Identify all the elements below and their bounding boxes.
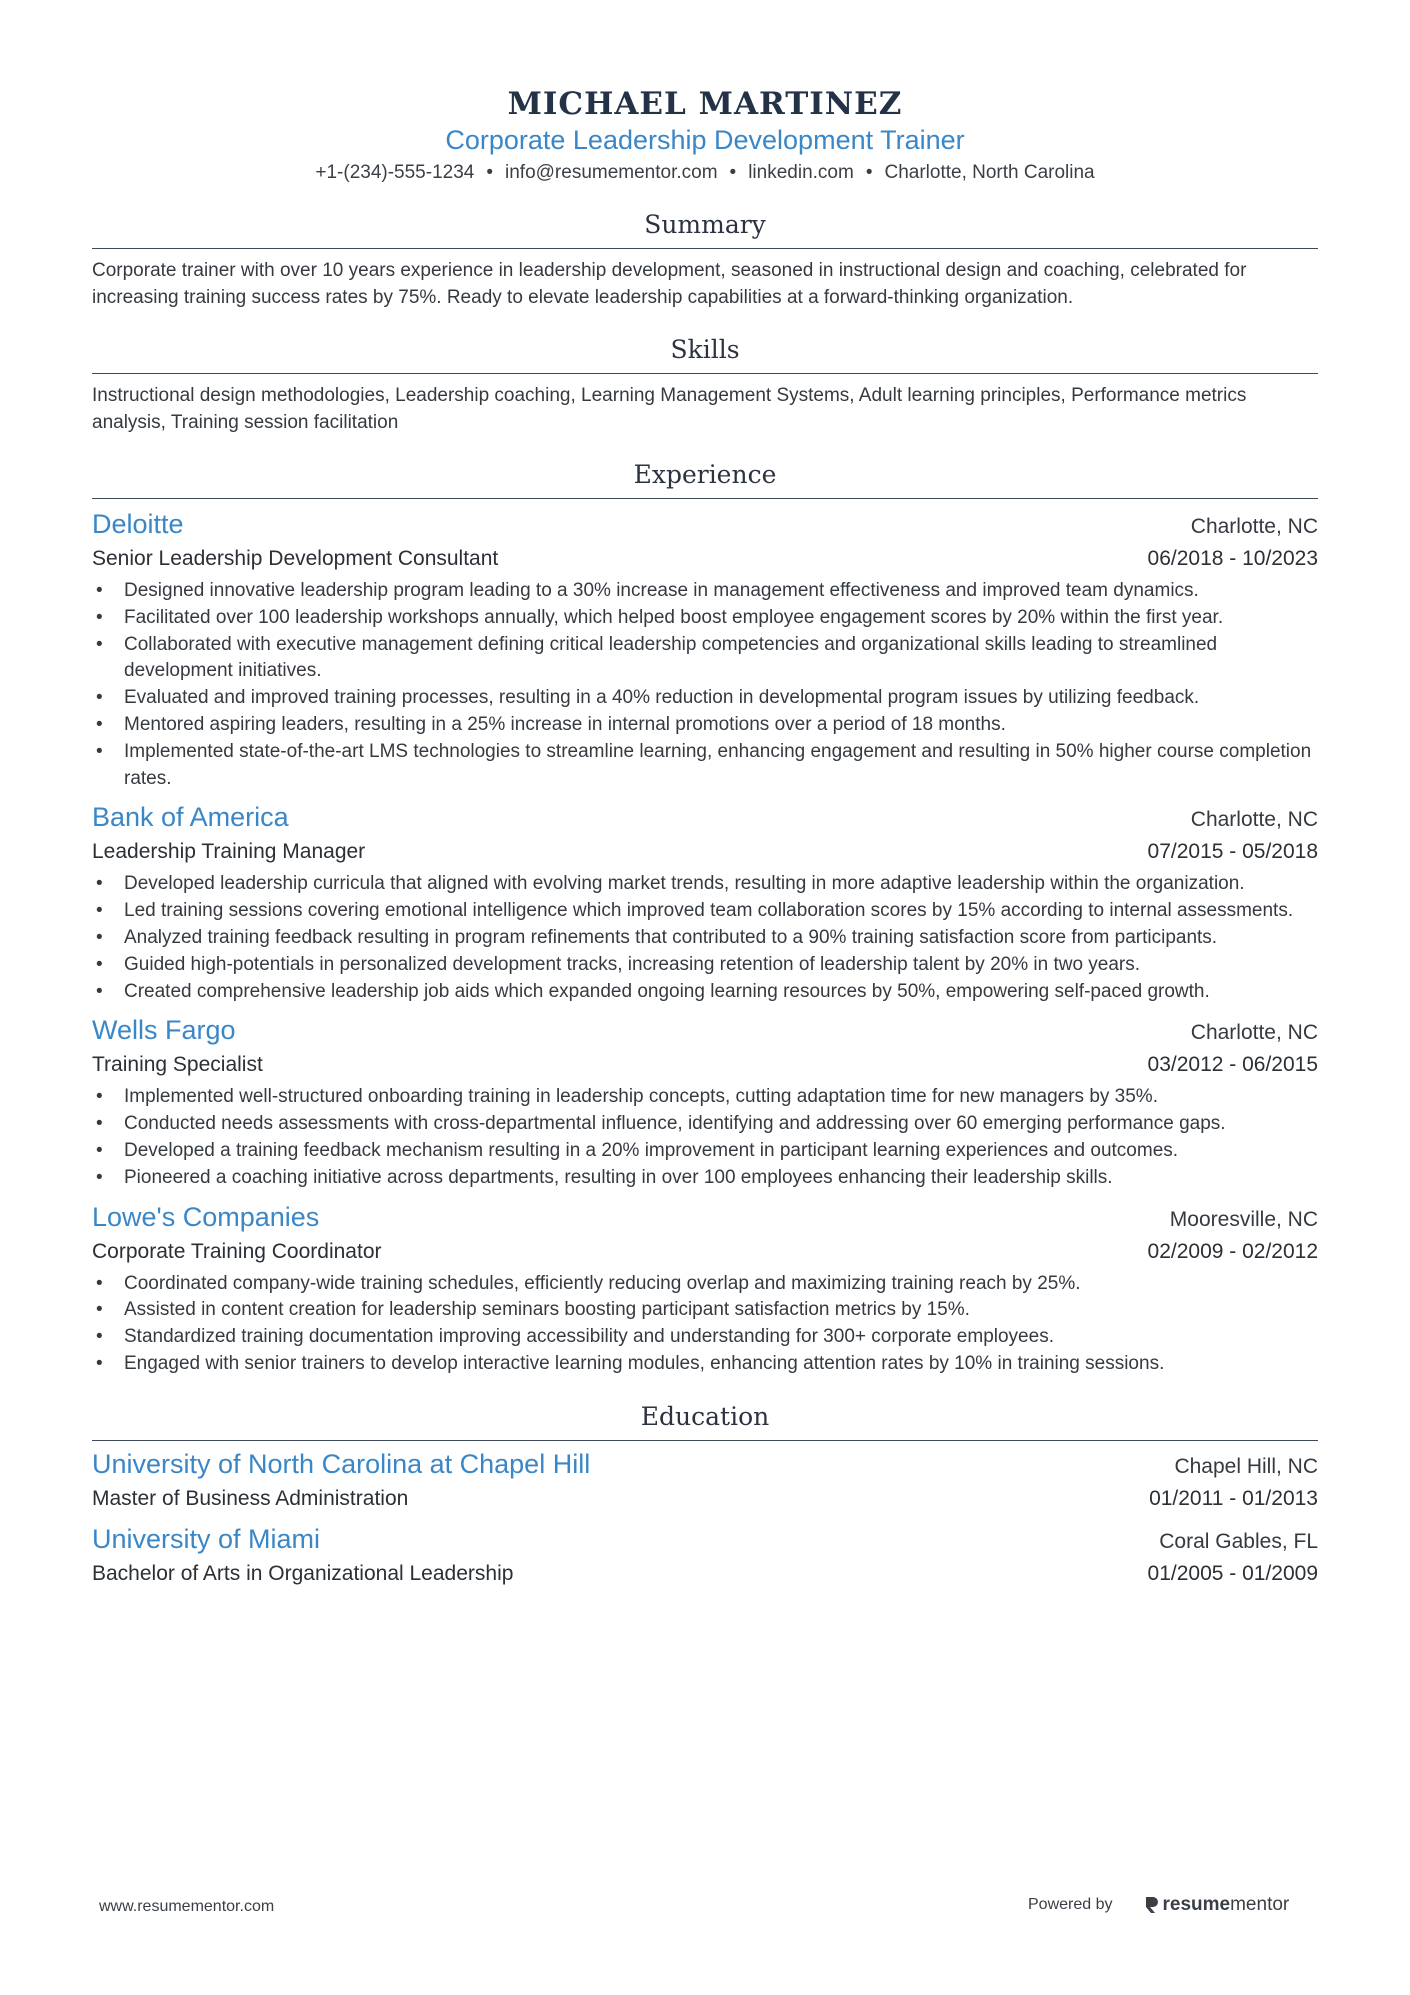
education-entry	[92, 1522, 1318, 1591]
job-bullet: • Collaborated with executive management defining critical leadership competencies and organizational skills leading to streamlined development initiatives.	[92, 632, 1318, 686]
job-bullet: • Analyzed training feedback resulting in program refinements that contributed to a 90% training satisfaction score from participants.	[92, 925, 1318, 952]
footer-powered-by	[1028, 1894, 1289, 1916]
job-bullet: • Implemented state-of-the-art LMS technologies to streamline learning, enhancing engagement and resulting in 50% higher course completion rates.	[92, 739, 1318, 793]
job-bullet: • Standardized training documentation improving accessibility and understanding for 300+ corporate employees.	[92, 1324, 1318, 1351]
job-company: Lowe's Companies	[92, 1201, 320, 1232]
job-role-row	[92, 1048, 1318, 1082]
job-company: Bank of America	[92, 802, 289, 833]
job-role: Corporate Training Coordinator	[92, 1239, 382, 1263]
job-role: Leadership Training Manager	[92, 840, 366, 864]
bullet-separator: •	[865, 162, 873, 183]
job-bullet: • Designed innovative leadership program leading to a 30% increase in management effectiveness and improved team dynamics.	[92, 578, 1318, 605]
job-entry	[92, 800, 1318, 1005]
job-role-row	[92, 835, 1318, 869]
candidate-name: MICHAEL MARTINEZ	[507, 86, 903, 122]
education-degree: Bachelor of Arts in Organizational Leadership	[92, 1561, 514, 1585]
contact-linkedin[interactable]: linkedin.com	[748, 162, 854, 183]
education-entry	[92, 1447, 1318, 1516]
powered-by-label: Powered by	[1028, 1896, 1113, 1913]
education-dates: 01/2005 - 01/2009	[1147, 1561, 1318, 1585]
bullet-separator: •	[486, 162, 493, 183]
job-bullet: • Led training sessions covering emotional intelligence which improved team collaboration scores by 15% according to internal assessments.	[92, 898, 1318, 925]
resume-header	[92, 84, 1318, 186]
brand-logo[interactable]	[1143, 1894, 1290, 1916]
job-dates: 02/2009 - 02/2012	[1147, 1239, 1318, 1263]
brand-name-thin: mentor	[1230, 1894, 1290, 1915]
job-bullet: • Engaged with senior trainers to develop interactive learning modules, enhancing attention rates by 10% in training sessions.	[92, 1351, 1318, 1378]
job-location: Charlotte, NC	[1190, 808, 1318, 832]
summary-heading: Summary	[92, 208, 1318, 249]
education-heading: Education	[92, 1400, 1318, 1441]
job-entry	[92, 507, 1318, 792]
education-header-row	[92, 1447, 1318, 1482]
job-location: Charlotte, NC	[1190, 515, 1318, 538]
education-list	[92, 1447, 1318, 1591]
job-bullets	[92, 1271, 1318, 1378]
job-entry	[92, 1200, 1318, 1378]
job-location: Mooresville, NC	[1169, 1207, 1318, 1231]
job-bullet: • Created comprehensive leadership job aids which expanded ongoing learning resources by 50%, empowering self-paced growth.	[92, 979, 1318, 1006]
job-bullet: • Facilitated over 100 leadership workshops annually, which helped boost employee engagement scores by 20% within the first year.	[92, 605, 1318, 632]
education-school: University of North Carolina at Chapel Hill	[92, 1448, 591, 1479]
job-role-row	[92, 542, 1318, 576]
education-degree: Master of Business Administration	[92, 1486, 409, 1510]
contact-phone: +1-(234)-555-1234	[315, 162, 475, 183]
job-bullet: • Mentored aspiring leaders, resulting in a 25% increase in internal promotions over a period of 18 months.	[92, 712, 1318, 739]
education-degree-row	[92, 1557, 1318, 1591]
experience-list	[92, 507, 1318, 1378]
job-location: Charlotte, NC	[1190, 1021, 1318, 1045]
resume-page	[92, 84, 1318, 1591]
job-role-row	[92, 1235, 1318, 1269]
job-header-row	[92, 1013, 1318, 1048]
summary-text: Corporate trainer with over 10 years experience in leadership development, seasoned in instructional design and coaching, celebrated for increasing training success rates by 75%. Ready to elevate leadership capabilities at a forward-thinking organization.	[92, 260, 1247, 308]
footer-website[interactable]: www.resumementor.com	[99, 1898, 275, 1915]
job-role: Training Specialist	[92, 1053, 263, 1077]
contact-location: Charlotte, North Carolina	[884, 162, 1095, 183]
education-location: Chapel Hill, NC	[1174, 1454, 1318, 1478]
job-bullet: • Implemented well-structured onboarding training in leadership concepts, cutting adaptation time for new managers by 35%.	[92, 1084, 1318, 1111]
job-bullet: • Developed a training feedback mechanism resulting in a 20% improvement in participant learning experiences and outcomes.	[92, 1138, 1318, 1165]
job-bullet: • Guided high-potentials in personalized development tracks, increasing retention of leadership talent by 20% in two years.	[92, 952, 1318, 979]
job-bullets	[92, 871, 1318, 1005]
education-dates: 01/2011 - 01/2013	[1149, 1486, 1318, 1510]
education-header-row	[92, 1522, 1318, 1557]
skills-heading: Skills	[92, 333, 1318, 374]
education-location: Coral Gables, FL	[1159, 1529, 1318, 1553]
job-bullet: • Evaluated and improved training processes, resulting in a 40% reduction in developmental program issues by utilizing feedback.	[92, 685, 1318, 712]
job-company: Deloitte	[92, 509, 184, 539]
education-school: University of Miami	[92, 1523, 321, 1554]
contact-email[interactable]: info@resumementor.com	[505, 162, 718, 183]
job-bullets	[92, 1084, 1318, 1191]
job-company: Wells Fargo	[92, 1015, 236, 1046]
job-role: Senior Leadership Development Consultant	[92, 547, 499, 570]
job-bullet: • Coordinated company-wide training schedules, efficiently reducing overlap and maximizing training reach by 25%.	[92, 1271, 1318, 1298]
job-bullets	[92, 578, 1318, 792]
resumementor-logo-icon	[1143, 1895, 1159, 1915]
job-header-row	[92, 1200, 1318, 1235]
contact-line	[92, 160, 1318, 186]
skills-text: Instructional design methodologies, Leadership coaching, Learning Management Systems, Adult learning principles, Performance metrics analysis, Training session facilitation	[92, 385, 1247, 433]
job-dates: 06/2018 - 10/2023	[1147, 547, 1318, 570]
job-dates: 07/2015 - 05/2018	[1147, 840, 1318, 864]
job-bullet: • Pioneered a coaching initiative across departments, resulting in over 100 employees enhancing their leadership skills.	[92, 1165, 1318, 1192]
job-dates: 03/2012 - 06/2015	[1147, 1053, 1318, 1077]
job-header-row	[92, 507, 1318, 542]
candidate-title: Corporate Leadership Development Trainer	[445, 125, 965, 155]
bullet-separator: •	[729, 162, 737, 183]
education-degree-row	[92, 1482, 1318, 1516]
experience-heading: Experience	[92, 458, 1318, 499]
job-entry	[92, 1013, 1318, 1191]
job-bullet: • Conducted needs assessments with cross-departmental influence, identifying and addressing over 60 emerging performance gaps.	[92, 1111, 1318, 1138]
job-header-row	[92, 800, 1318, 835]
brand-name-bold: resume	[1162, 1894, 1231, 1915]
job-bullet: • Assisted in content creation for leadership seminars boosting participant satisfaction metrics by 15%.	[92, 1297, 1318, 1324]
job-bullet: • Developed leadership curricula that aligned with evolving market trends, resulting in more adaptive leadership within the organization.	[92, 871, 1318, 898]
